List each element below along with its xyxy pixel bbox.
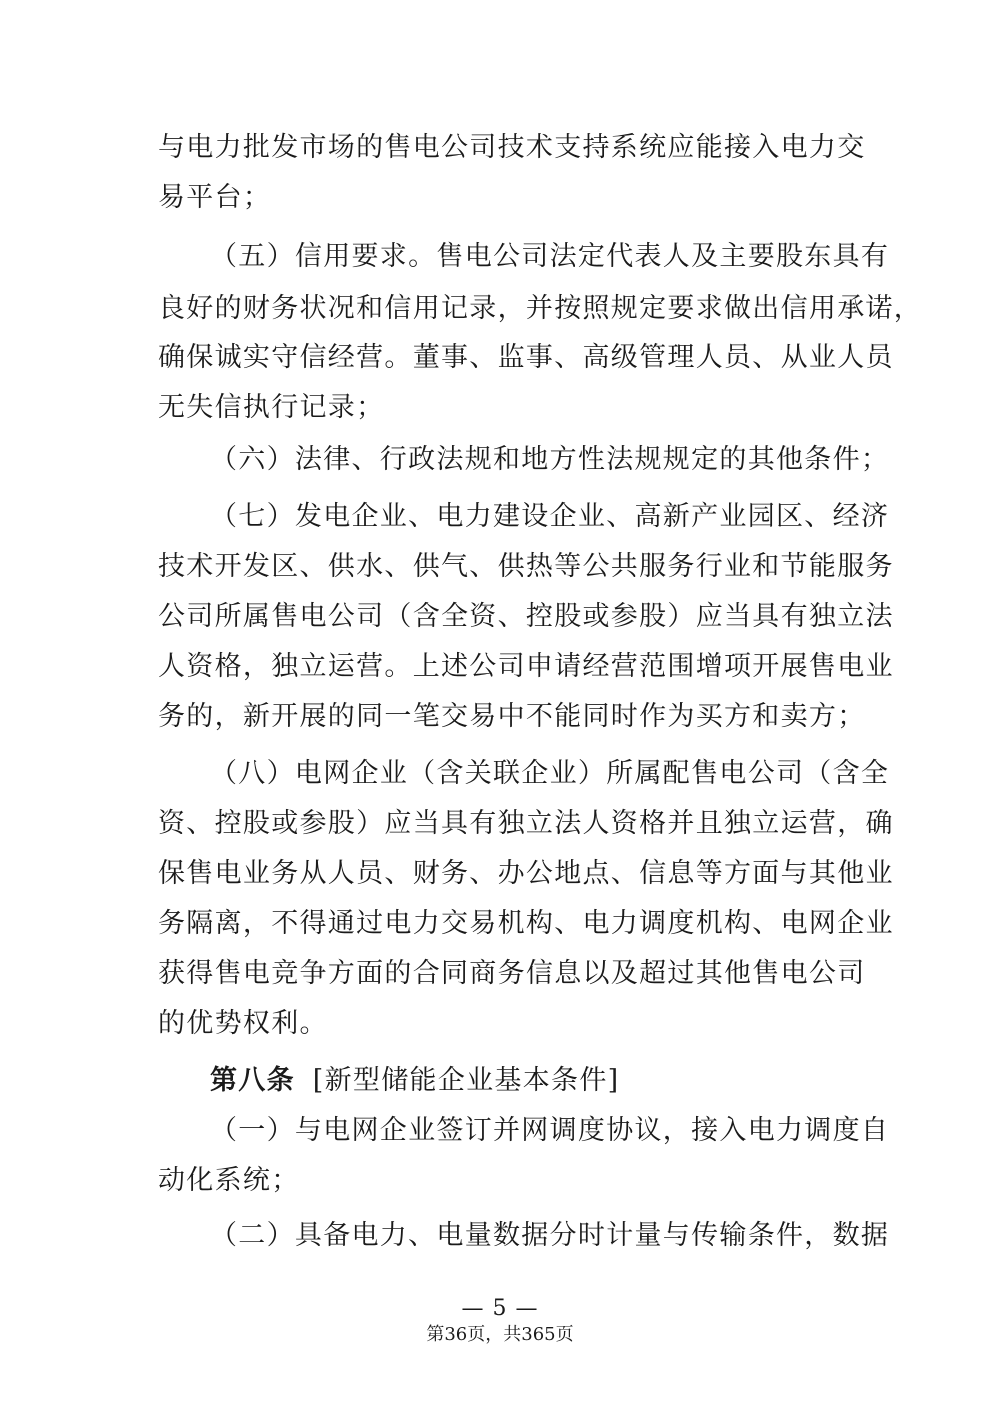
text-line: 确保诚实守信经营。董事、监事、高级管理人员、从业人员 [158, 342, 894, 373]
text-line: 无失信执行记录； [158, 392, 385, 423]
text-line: 人资格，独立运营。上述公司申请经营范围增项开展售电业 [158, 651, 894, 682]
text-line: 良好的财务状况和信用记录，并按照规定要求做出信用承诺， [158, 293, 923, 324]
text-line: 技术开发区、供水、供气、供热等公共服务行业和节能服务 [158, 551, 894, 582]
text-line: （二）具备电力、电量数据分时计量与传输条件，数据 [210, 1220, 890, 1251]
text-line: （七）发电企业、电力建设企业、高新产业园区、经济 [210, 501, 890, 532]
text-line: （一）与电网企业签订并网调度协议，接入电力调度自 [210, 1115, 890, 1146]
text-line: 资、控股或参股）应当具有独立法人资格并且独立运营，确 [158, 808, 894, 839]
text-line: 务隔离，不得通过电力交易机构、电力调度机构、电网企业 [158, 908, 894, 939]
text-line: （八）电网企业（含关联企业）所属配售电公司（含全 [210, 758, 890, 789]
text-line: 保售电业务从人员、财务、办公地点、信息等方面与其他业 [158, 858, 894, 889]
text-line: 的优势权利。 [158, 1008, 328, 1039]
article-heading [210, 1061, 850, 1101]
article-label: 第八条 [210, 1065, 295, 1096]
text-line: 务的，新开展的同一笔交易中不能同时作为买方和卖方； [158, 701, 866, 732]
text-line: （五）信用要求。售电公司法定代表人及主要股东具有 [210, 241, 890, 272]
text-line: 获得售电竞争方面的合同商务信息以及超过其他售电公司 [158, 958, 866, 989]
text-line: （六）法律、行政法规和地方性法规规定的其他条件； [210, 444, 890, 475]
text-line: 与电力批发市场的售电公司技术支持系统应能接入电力交 [158, 132, 866, 163]
article-title: [新型储能企业基本条件] [312, 1065, 620, 1096]
text-line: 易平台； [158, 182, 272, 213]
text-line: 动化系统； [158, 1165, 300, 1196]
page-number: — 5 — [461, 1296, 539, 1321]
text-line: 公司所属售电公司（含全资、控股或参股）应当具有独立法 [158, 601, 894, 632]
page-count: 第36页，共365页 [426, 1324, 574, 1345]
